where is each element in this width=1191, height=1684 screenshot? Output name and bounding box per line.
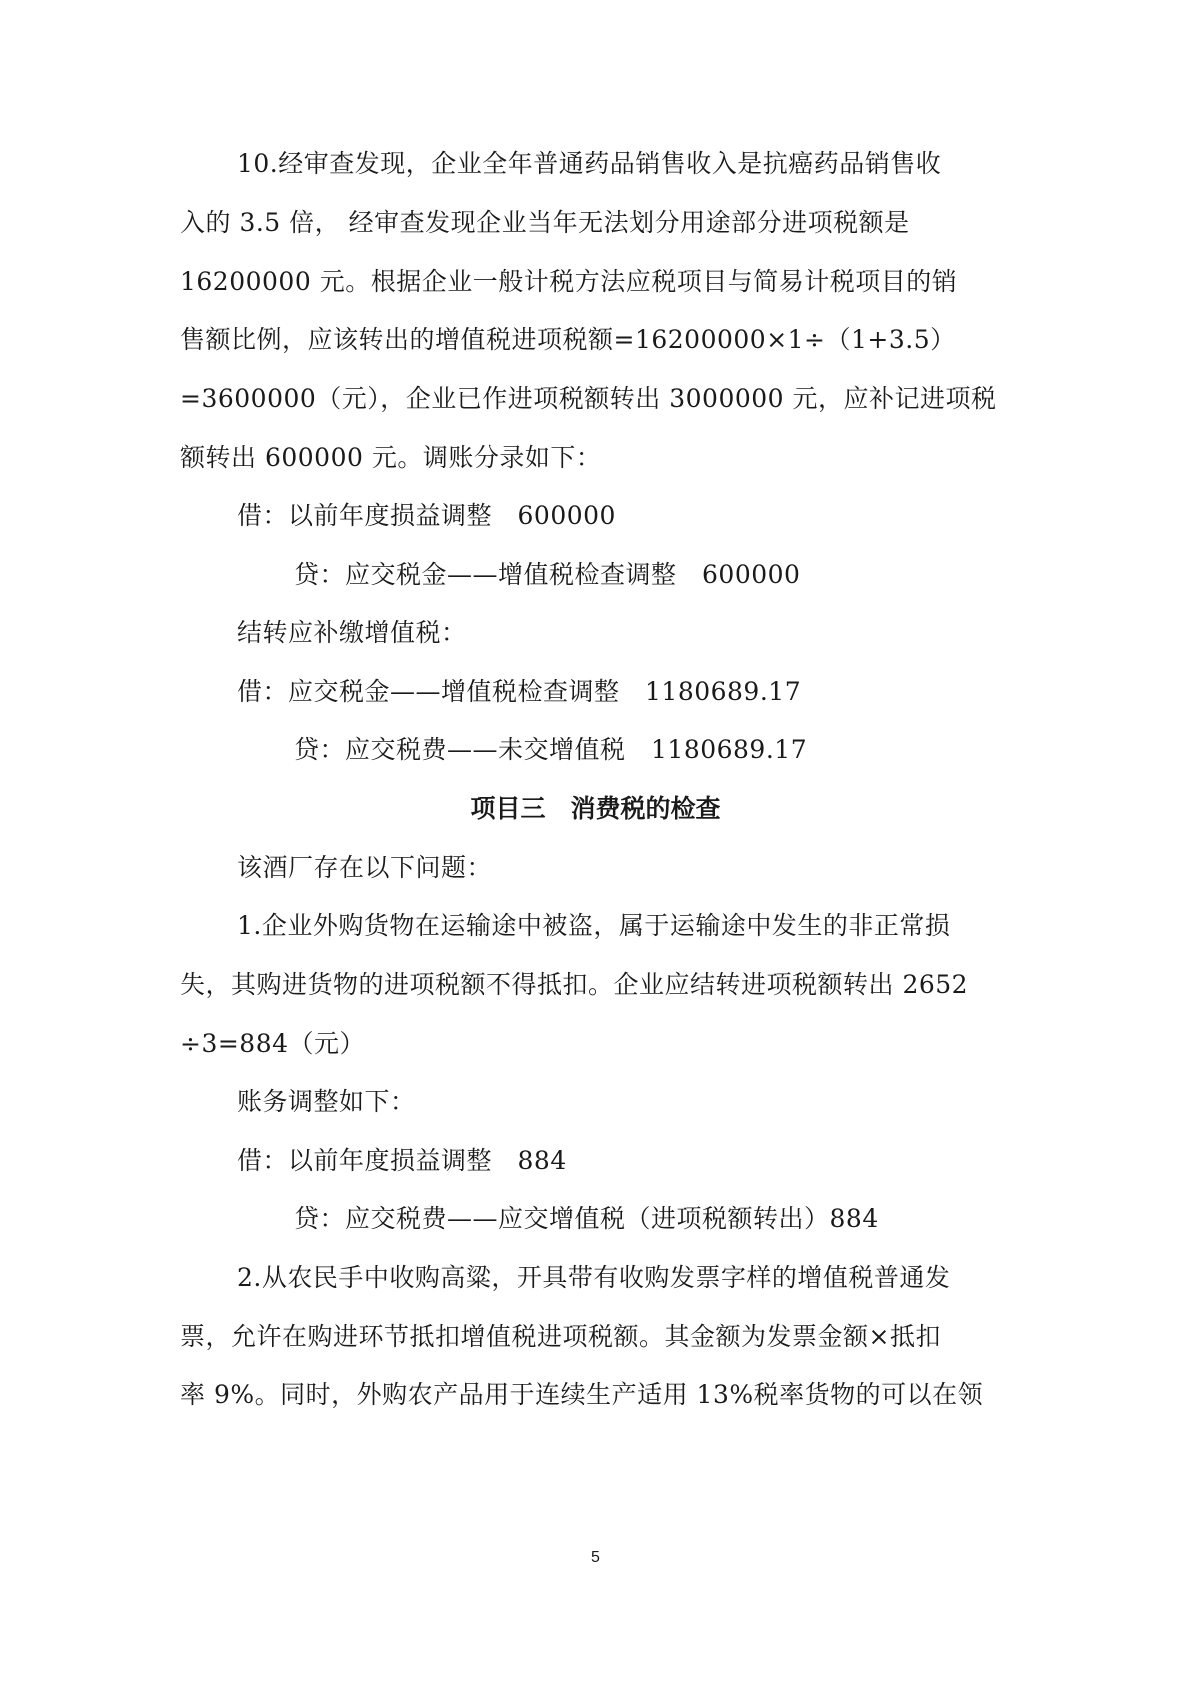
paragraph-10-line-3: 16200000 元。根据企业一般计税方法应税项目与简易计税项目的销 — [180, 267, 958, 296]
journal-credit-entry-3: 贷：应交税费——应交增值税（进项税额转出）884 — [294, 1204, 879, 1233]
paragraph-1-line-1: 1.企业外购货物在运输途中被盗，属于运输途中发生的非正常损 — [237, 911, 951, 940]
adjustment-label: 账务调整如下： — [237, 1087, 416, 1116]
journal-debit-entry-1: 借：以前年度损益调整 600000 — [237, 501, 616, 530]
journal-debit-entry-3: 借：以前年度损益调整 884 — [237, 1146, 567, 1175]
paragraph-10-line-6: 额转出 600000 元。调账分录如下： — [180, 443, 602, 472]
problems-intro: 该酒厂存在以下问题： — [237, 853, 493, 882]
paragraph-2-line-2: 票，允许在购进环节抵扣增值税进项税额。其金额为发票金额×抵扣 — [180, 1322, 941, 1351]
paragraph-10-line-4: 售额比例，应该转出的增值税进项税额=16200000×1÷（1+3.5） — [180, 325, 956, 354]
journal-debit-entry-2: 借：应交税金——增值税检查调整 1180689.17 — [237, 677, 802, 706]
page-number: 5 — [591, 1549, 600, 1566]
paragraph-10-line-1: 10.经审查发现，企业全年普通药品销售收入是抗癌药品销售收 — [237, 149, 942, 178]
carry-forward-label: 结转应补缴增值税： — [237, 618, 467, 647]
paragraph-1-line-3: ÷3=884（元） — [180, 1029, 366, 1058]
section-heading: 项目三 消费税的检查 — [470, 794, 721, 823]
paragraph-10-line-5: =3600000（元），企业已作进项税额转出 3000000 元，应补记进项税 — [180, 384, 997, 413]
paragraph-1-line-2: 失，其购进货物的进项税额不得抵扣。企业应结转进项税额转出 2652 — [180, 970, 969, 999]
paragraph-2-line-1: 2.从农民手中收购高粱，开具带有收购发票字样的增值税普通发 — [237, 1263, 951, 1292]
journal-credit-entry-1: 贷：应交税金——增值税检查调整 600000 — [294, 560, 801, 589]
paragraph-10-line-2: 入的 3.5 倍， 经审查发现企业当年无法划分用途部分进项税额是 — [180, 208, 910, 237]
paragraph-2-line-3: 率 9%。同时，外购农产品用于连续生产适用 13%税率货物的可以在领 — [180, 1380, 984, 1409]
journal-credit-entry-2: 贷：应交税费——未交增值税 1180689.17 — [294, 735, 808, 764]
